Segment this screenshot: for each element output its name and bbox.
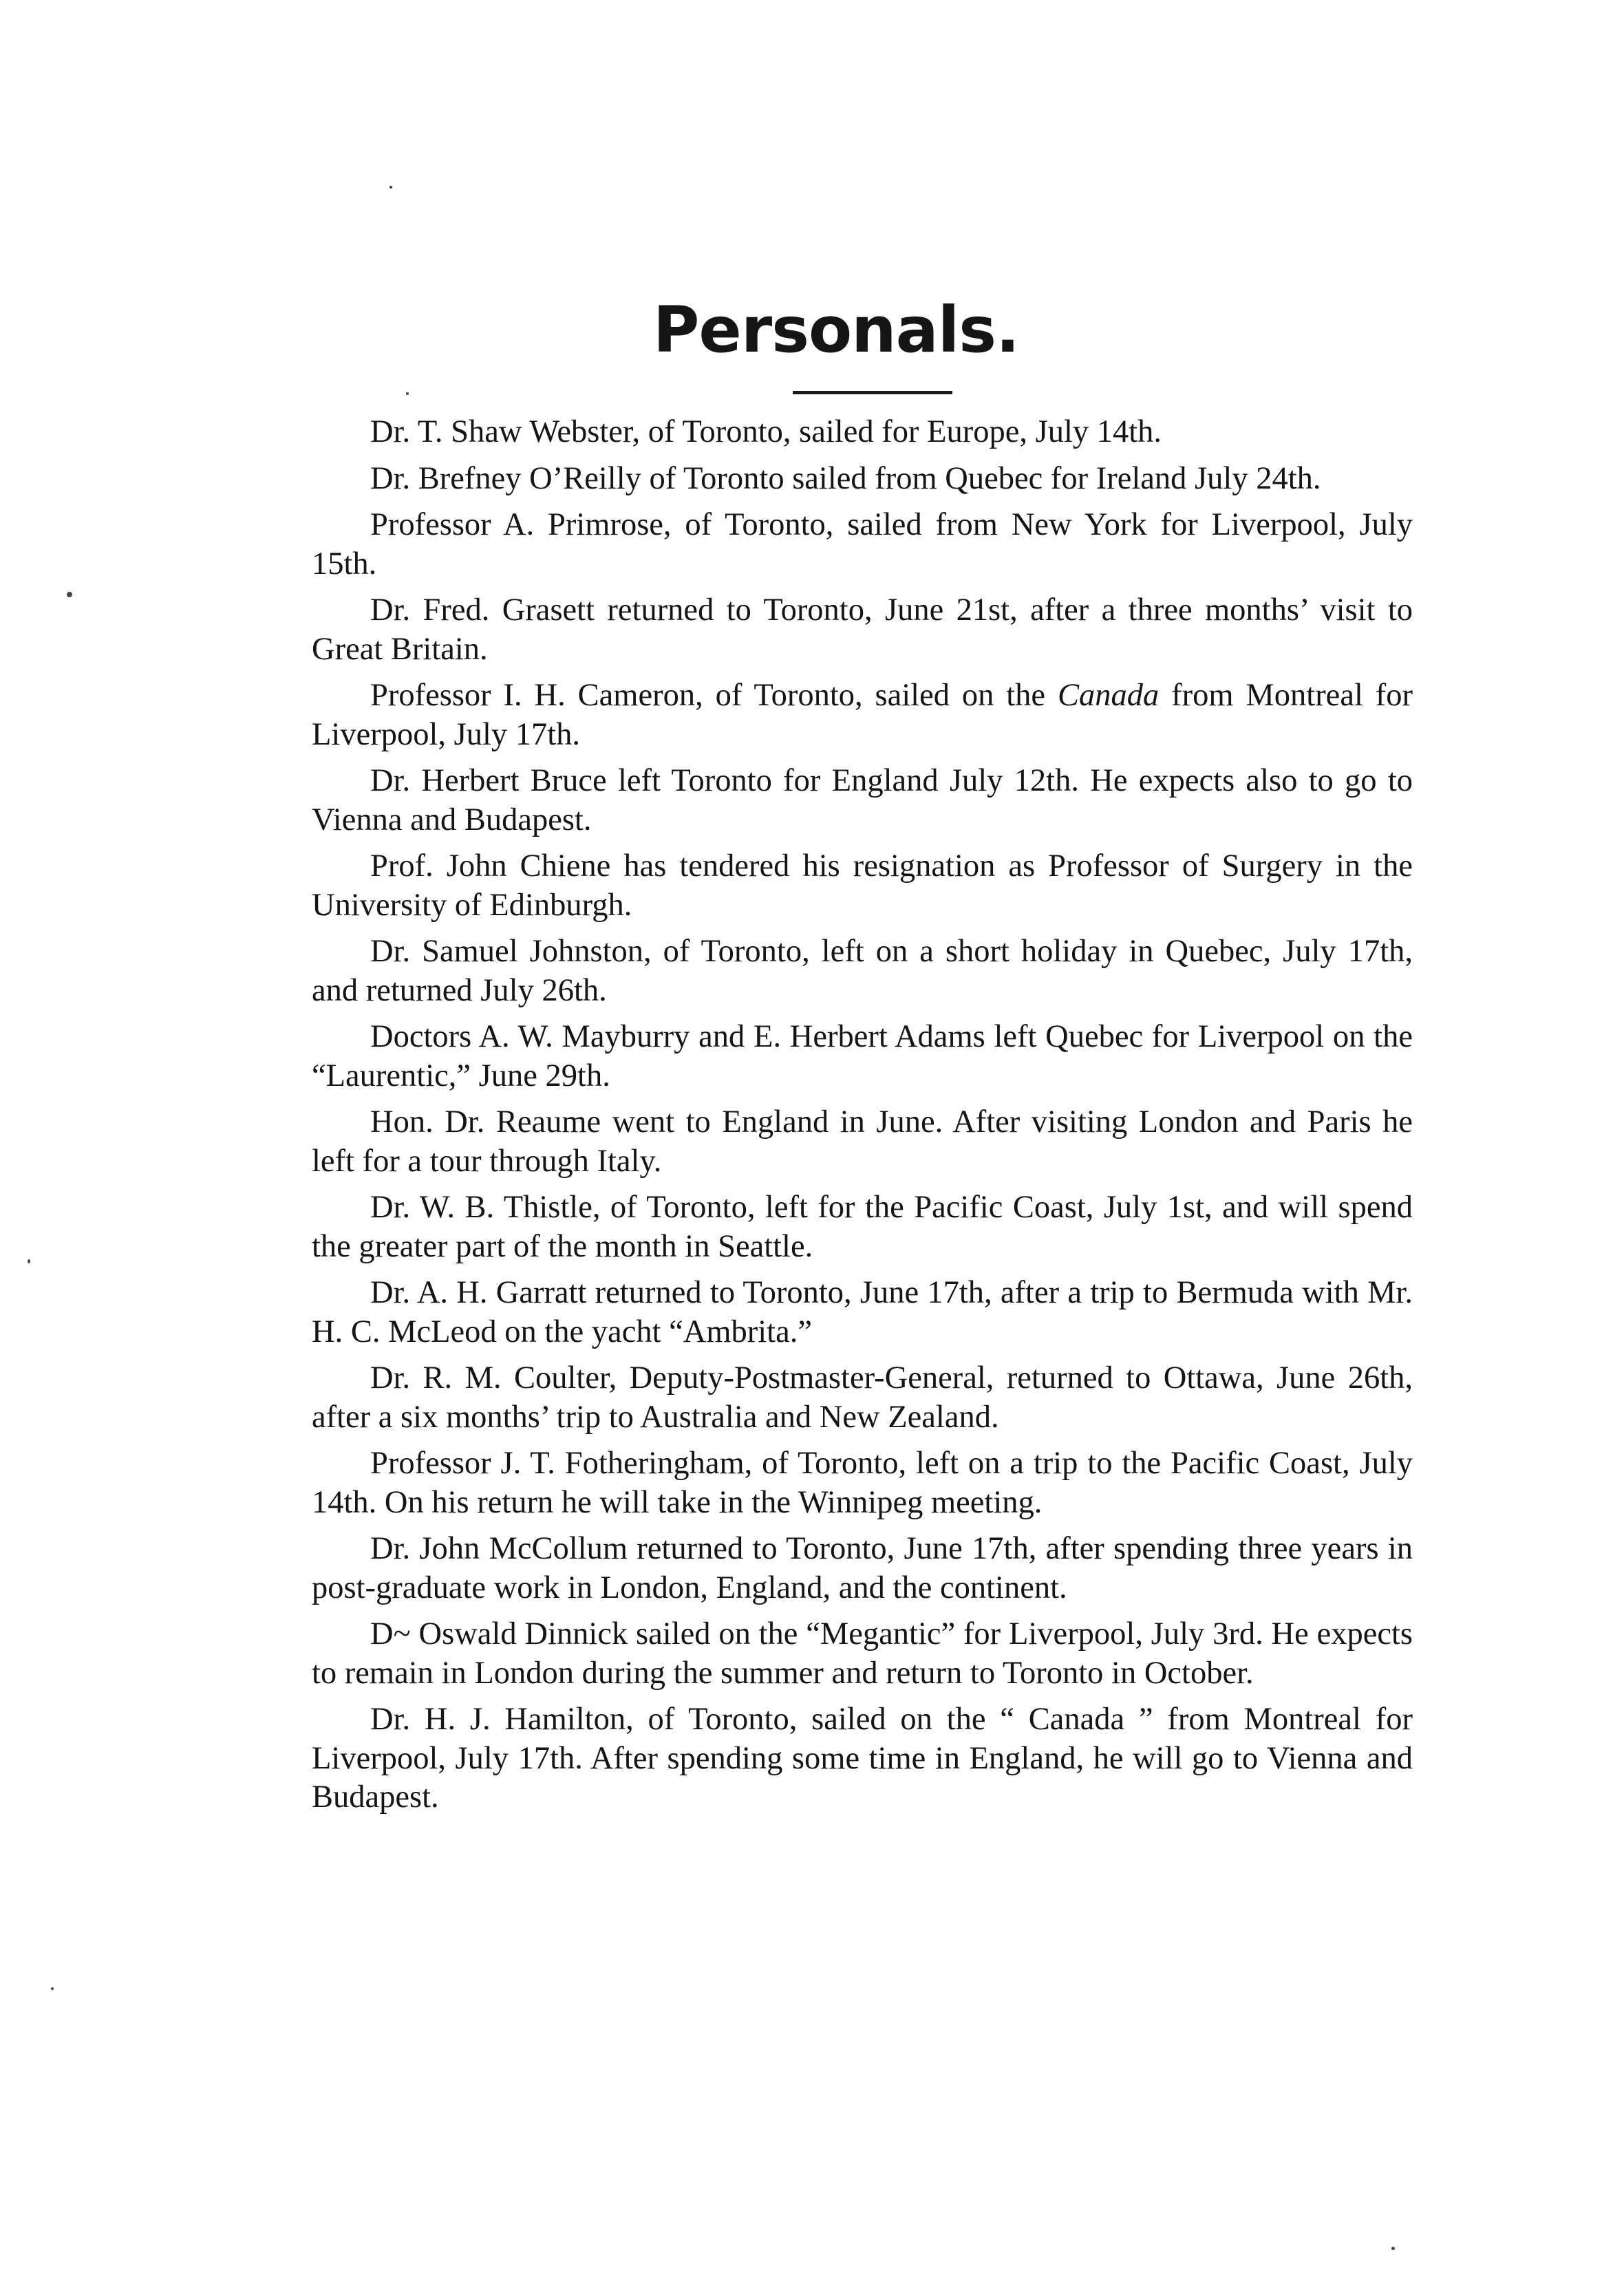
personal-item: D~ Oswald Dinnick sailed on the “Megantic” for Liverpool, July 3rd. He expects to remain in London during the summer and return to Toronto in October. (312, 1616, 1413, 1691)
personals-list (312, 413, 1413, 1825)
personal-item: Prof. John Chiene has tendered his resignation as Professor of Surgery in the University of Edinburgh. (312, 848, 1413, 923)
page-title: Personals. (653, 293, 1019, 367)
scan-speck (67, 592, 72, 597)
personal-item: Dr. Fred. Grasett returned to Toronto, June 21st, after a three months’ visit to Great Britain. (312, 592, 1413, 667)
scan-speck (389, 186, 392, 189)
personal-item: Hon. Dr. Reaume went to England in June. After visiting London and Paris he left for a tour through Italy. (312, 1104, 1413, 1179)
personal-item: Dr. T. Shaw Webster, of Toronto, sailed for Europe, July 14th. (370, 414, 1162, 449)
personal-item (312, 676, 1413, 754)
title-rule (793, 391, 952, 394)
personal-item: Dr. A. H. Garratt returned to Toronto, June 17th, after a trip to Bermuda with Mr. H. C. McLeod on the yacht “Ambrita.” (312, 1275, 1413, 1349)
personal-item: Dr. Herbert Bruce left Toronto for England July 12th. He expects also to go to Vienna and Budapest. (312, 763, 1413, 837)
personal-item-text: Professor I. H. Cameron, of Toronto, sailed on the (370, 678, 1058, 713)
ship-name-emphasis: Canada (1057, 678, 1160, 713)
personal-item: Dr. Brefney O’Reilly of Toronto sailed from Quebec for Ireland July 24th. (370, 460, 1321, 496)
personal-item: Professor A. Primrose, of Toronto, sailed from New York for Liverpool, July 15th. (312, 507, 1413, 581)
personal-item: Dr. Samuel Johnston, of Toronto, left on a short holiday in Quebec, July 17th, and returned July 26th. (312, 934, 1413, 1008)
scan-speck (51, 1987, 54, 1990)
scan-speck (1391, 2247, 1395, 2250)
personal-item: Doctors A. W. Mayburry and E. Herbert Adams left Quebec for Liverpool on the “Laurentic,” June 29th. (312, 1019, 1413, 1093)
scan-speck (406, 392, 409, 395)
personal-item: Dr. John McCollum returned to Toronto, June 17th, after spending three years in post-graduate work in London, England, and the continent. (312, 1531, 1413, 1605)
personal-item-text: from Montreal for Liverpool, July 17th. (312, 678, 1413, 752)
personal-item: Dr. H. J. Hamilton, of Toronto, sailed on the “ Canada ” from Montreal for Liverpool, July 17th. After spending some time in England, he will go to Vienna and Budapest. (312, 1702, 1413, 1815)
personal-item: Professor J. T. Fotheringham, of Toronto, left on a trip to the Pacific Coast, July 14th. On his return he will take in the Winnipeg meeting. (312, 1446, 1413, 1520)
scan-speck (28, 1259, 30, 1263)
personal-item: Dr. W. B. Thistle, of Toronto, left for the Pacific Coast, July 1st, and will spend the greater part of the month in Seattle. (312, 1190, 1413, 1264)
personal-item: Dr. R. M. Coulter, Deputy-Postmaster-General, returned to Ottawa, June 26th, after a six months’ trip to Australia and New Zealand. (312, 1360, 1413, 1435)
